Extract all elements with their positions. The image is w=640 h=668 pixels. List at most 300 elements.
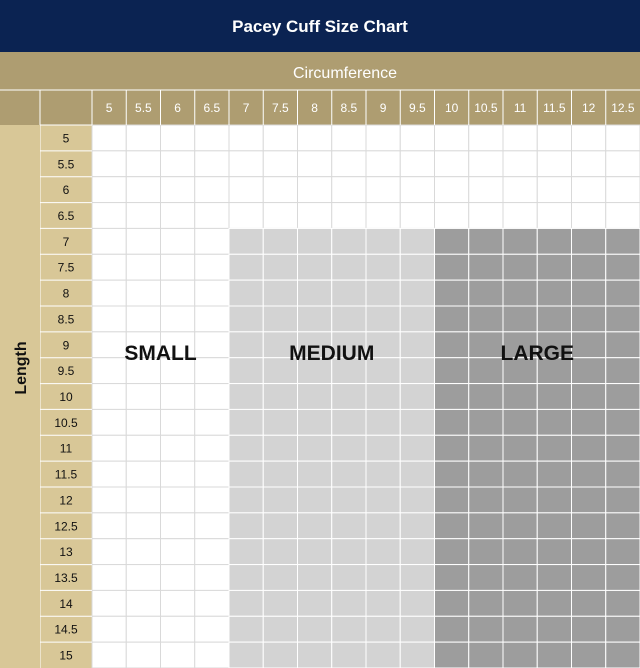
table-cell bbox=[195, 384, 229, 410]
table-cell bbox=[161, 306, 195, 332]
table-cell bbox=[298, 254, 332, 280]
table-cell bbox=[366, 539, 400, 565]
table-cell bbox=[263, 203, 297, 229]
table-cell bbox=[126, 228, 160, 254]
table-cell bbox=[332, 228, 366, 254]
table-cell bbox=[263, 539, 297, 565]
table-cell bbox=[298, 177, 332, 203]
table-cell bbox=[195, 409, 229, 435]
table-cell bbox=[195, 435, 229, 461]
table-cell bbox=[400, 125, 434, 151]
table-cell bbox=[161, 513, 195, 539]
y-tick-label: 15 bbox=[59, 648, 73, 663]
table-cell bbox=[435, 513, 469, 539]
y-tick-label: 9.5 bbox=[57, 364, 75, 379]
y-tick-label: 10.5 bbox=[54, 415, 78, 430]
table-cell bbox=[229, 513, 263, 539]
table-cell bbox=[126, 254, 160, 280]
region-label: LARGE bbox=[500, 342, 574, 365]
table-cell bbox=[435, 177, 469, 203]
table-cell bbox=[400, 539, 434, 565]
region-labels bbox=[124, 342, 574, 365]
table-cell bbox=[606, 513, 640, 539]
table-cell bbox=[572, 435, 606, 461]
table-cell bbox=[229, 539, 263, 565]
table-cell bbox=[92, 565, 126, 591]
table-cell bbox=[435, 487, 469, 513]
table-cell bbox=[435, 461, 469, 487]
table-cell bbox=[537, 254, 571, 280]
table-cell bbox=[161, 254, 195, 280]
table-cell bbox=[92, 254, 126, 280]
table-cell bbox=[92, 177, 126, 203]
table-cell bbox=[572, 358, 606, 384]
table-cell bbox=[503, 642, 537, 668]
table-cell bbox=[92, 203, 126, 229]
table-cell bbox=[126, 306, 160, 332]
table-cell bbox=[92, 306, 126, 332]
table-cell bbox=[537, 177, 571, 203]
x-tick-label: 9.5 bbox=[409, 101, 426, 115]
table-cell bbox=[366, 409, 400, 435]
table-cell bbox=[161, 125, 195, 151]
table-cell bbox=[332, 409, 366, 435]
table-cell bbox=[298, 435, 332, 461]
table-cell bbox=[332, 125, 366, 151]
table-cell bbox=[469, 513, 503, 539]
table-cell bbox=[229, 461, 263, 487]
table-cell bbox=[400, 616, 434, 642]
y-tick-label: 5 bbox=[62, 131, 70, 146]
table-cell bbox=[366, 590, 400, 616]
region-label: MEDIUM bbox=[289, 342, 375, 365]
table-cell bbox=[400, 590, 434, 616]
table-cell bbox=[606, 616, 640, 642]
table-cell bbox=[263, 254, 297, 280]
table-cell bbox=[435, 539, 469, 565]
table-cell bbox=[400, 487, 434, 513]
table-cell bbox=[298, 306, 332, 332]
table-cell bbox=[161, 565, 195, 591]
table-cell bbox=[298, 409, 332, 435]
table-cell bbox=[298, 642, 332, 668]
table-cell bbox=[435, 384, 469, 410]
y-tick-label: 6.5 bbox=[57, 209, 75, 223]
table-cell bbox=[503, 280, 537, 306]
table-cell bbox=[606, 590, 640, 616]
table-cell bbox=[503, 151, 537, 177]
table-cell bbox=[332, 539, 366, 565]
table-cell bbox=[537, 590, 571, 616]
circumference-label: Circumference bbox=[292, 65, 398, 82]
table-cell bbox=[229, 177, 263, 203]
table-cell bbox=[263, 642, 297, 668]
table-cell bbox=[366, 177, 400, 203]
table-cell bbox=[263, 125, 297, 151]
table-cell bbox=[400, 565, 434, 591]
table-cell bbox=[537, 461, 571, 487]
y-tick-label: 14.5 bbox=[54, 622, 78, 637]
x-tick-label: 8 bbox=[311, 101, 318, 115]
table-cell bbox=[537, 409, 571, 435]
table-cell bbox=[537, 203, 571, 229]
table-cell bbox=[503, 384, 537, 410]
table-cell bbox=[469, 565, 503, 591]
table-cell bbox=[606, 539, 640, 565]
table-cell bbox=[503, 616, 537, 642]
table-cell bbox=[298, 280, 332, 306]
table-cell bbox=[503, 487, 537, 513]
table-cell bbox=[332, 642, 366, 668]
table-cell bbox=[332, 513, 366, 539]
table-cell bbox=[161, 203, 195, 229]
table-cell bbox=[537, 565, 571, 591]
table-cell bbox=[161, 435, 195, 461]
length-axis-bar bbox=[0, 125, 40, 668]
y-tick-label: 6 bbox=[62, 183, 70, 198]
table-cell bbox=[366, 203, 400, 229]
table-cell bbox=[298, 461, 332, 487]
table-cell bbox=[229, 565, 263, 591]
y-tick-label: 11.5 bbox=[54, 467, 78, 482]
table-cell bbox=[537, 539, 571, 565]
x-tick-label: 12.5 bbox=[611, 101, 635, 115]
table-cell bbox=[229, 616, 263, 642]
table-cell bbox=[606, 254, 640, 280]
table-cell bbox=[126, 616, 160, 642]
table-cell bbox=[435, 203, 469, 229]
table-cell bbox=[435, 590, 469, 616]
table-cell bbox=[332, 565, 366, 591]
table-cell bbox=[195, 358, 229, 384]
x-tick-label: 6 bbox=[174, 101, 181, 115]
table-cell bbox=[572, 539, 606, 565]
table-cell bbox=[366, 642, 400, 668]
table-cell bbox=[263, 616, 297, 642]
table-cell bbox=[366, 306, 400, 332]
table-cell bbox=[195, 461, 229, 487]
table-cell bbox=[469, 177, 503, 203]
table-cell bbox=[435, 228, 469, 254]
y-tick-label: 14 bbox=[59, 596, 73, 611]
table-cell bbox=[503, 590, 537, 616]
table-cell bbox=[537, 435, 571, 461]
table-cell bbox=[572, 487, 606, 513]
table-cell bbox=[126, 435, 160, 461]
table-cell bbox=[126, 177, 160, 203]
table-cell bbox=[503, 513, 537, 539]
table-cell bbox=[469, 642, 503, 668]
table-cell bbox=[469, 228, 503, 254]
table-cell bbox=[572, 125, 606, 151]
table-cell bbox=[195, 151, 229, 177]
y-tick-label: 12.5 bbox=[54, 519, 78, 534]
table-cell bbox=[469, 539, 503, 565]
table-cell bbox=[229, 280, 263, 306]
table-cell bbox=[195, 254, 229, 280]
table-cell bbox=[503, 539, 537, 565]
table-cell bbox=[606, 125, 640, 151]
table-cell bbox=[332, 306, 366, 332]
table-cell bbox=[298, 513, 332, 539]
table-cell bbox=[195, 539, 229, 565]
table-cell bbox=[298, 203, 332, 229]
table-cell bbox=[572, 151, 606, 177]
table-cell bbox=[400, 203, 434, 229]
table-cell bbox=[469, 409, 503, 435]
table-cell bbox=[332, 280, 366, 306]
x-tick-label: 6.5 bbox=[203, 101, 221, 115]
x-tick-label: 10.5 bbox=[474, 101, 498, 115]
y-tick-label: 11 bbox=[59, 441, 73, 456]
table-cell bbox=[126, 409, 160, 435]
table-cell bbox=[366, 254, 400, 280]
table-cell bbox=[298, 539, 332, 565]
table-cell bbox=[469, 487, 503, 513]
table-cell bbox=[92, 228, 126, 254]
table-cell bbox=[537, 228, 571, 254]
table-cell bbox=[572, 513, 606, 539]
table-cell bbox=[263, 280, 297, 306]
table-cell bbox=[332, 384, 366, 410]
table-cell bbox=[126, 565, 160, 591]
table-cell bbox=[195, 203, 229, 229]
y-tick-label: 8 bbox=[62, 286, 70, 301]
table-cell bbox=[126, 384, 160, 410]
table-cell bbox=[572, 203, 606, 229]
table-cell bbox=[161, 384, 195, 410]
table-cell bbox=[606, 280, 640, 306]
table-cell bbox=[332, 151, 366, 177]
x-tick-label: 5 bbox=[105, 101, 113, 115]
table-cell bbox=[469, 125, 503, 151]
table-cell bbox=[400, 461, 434, 487]
table-cell bbox=[126, 487, 160, 513]
table-cell bbox=[572, 409, 606, 435]
table-cell bbox=[161, 177, 195, 203]
table-cell bbox=[400, 254, 434, 280]
table-cell bbox=[606, 565, 640, 591]
table-cell bbox=[229, 435, 263, 461]
table-cell bbox=[92, 384, 126, 410]
table-cell bbox=[195, 513, 229, 539]
table-cell bbox=[435, 409, 469, 435]
table-cell bbox=[435, 125, 469, 151]
table-cell bbox=[195, 125, 229, 151]
table-cell bbox=[195, 306, 229, 332]
table-cell bbox=[572, 280, 606, 306]
table-cell bbox=[435, 642, 469, 668]
table-cell bbox=[572, 254, 606, 280]
table-cell bbox=[606, 306, 640, 332]
table-cell bbox=[229, 254, 263, 280]
table-cell bbox=[606, 177, 640, 203]
table-cell bbox=[195, 332, 229, 358]
table-cell bbox=[126, 513, 160, 539]
table-cell bbox=[195, 280, 229, 306]
table-cell bbox=[92, 280, 126, 306]
table-cell bbox=[503, 203, 537, 229]
region-label: SMALL bbox=[124, 342, 197, 365]
table-cell bbox=[298, 151, 332, 177]
table-cell bbox=[126, 151, 160, 177]
y-tick-label: 8.5 bbox=[57, 312, 75, 327]
table-cell bbox=[572, 177, 606, 203]
table-cell bbox=[92, 642, 126, 668]
table-cell bbox=[92, 539, 126, 565]
table-cell bbox=[332, 177, 366, 203]
table-cell bbox=[537, 642, 571, 668]
table-cell bbox=[469, 203, 503, 229]
table-cell bbox=[263, 487, 297, 513]
table-cell bbox=[229, 306, 263, 332]
table-cell bbox=[469, 384, 503, 410]
table-cell bbox=[263, 409, 297, 435]
table-cell bbox=[572, 642, 606, 668]
table-cell bbox=[469, 358, 503, 384]
table-cell bbox=[366, 280, 400, 306]
table-cell bbox=[537, 125, 571, 151]
table-cell bbox=[298, 384, 332, 410]
table-cell bbox=[572, 616, 606, 642]
table-cell bbox=[435, 306, 469, 332]
y-tick-label: 12 bbox=[59, 493, 73, 508]
table-cell bbox=[435, 358, 469, 384]
table-cell bbox=[161, 487, 195, 513]
table-cell bbox=[161, 590, 195, 616]
table-cell bbox=[126, 280, 160, 306]
table-cell bbox=[298, 487, 332, 513]
table-cell bbox=[572, 228, 606, 254]
table-cell bbox=[537, 616, 571, 642]
table-cell bbox=[366, 151, 400, 177]
table-cell bbox=[503, 461, 537, 487]
table-cell bbox=[435, 565, 469, 591]
table-cell bbox=[298, 228, 332, 254]
table-cell bbox=[161, 616, 195, 642]
table-cell bbox=[161, 409, 195, 435]
table-cell bbox=[606, 203, 640, 229]
table-cell bbox=[263, 435, 297, 461]
table-cell bbox=[195, 177, 229, 203]
y-tick-label: 13 bbox=[59, 545, 73, 560]
table-cell bbox=[400, 384, 434, 410]
table-cell bbox=[161, 642, 195, 668]
table-cell bbox=[161, 461, 195, 487]
x-tick-label: 12 bbox=[581, 101, 596, 115]
table-cell bbox=[400, 332, 434, 358]
table-cell bbox=[92, 125, 126, 151]
table-cell bbox=[263, 306, 297, 332]
table-cell bbox=[606, 435, 640, 461]
table-cell bbox=[469, 435, 503, 461]
table-cell bbox=[503, 125, 537, 151]
table-cell bbox=[366, 384, 400, 410]
table-cell bbox=[400, 228, 434, 254]
table-cell bbox=[229, 332, 263, 358]
table-cell bbox=[298, 565, 332, 591]
table-cell bbox=[195, 228, 229, 254]
length-label: Length bbox=[13, 341, 30, 395]
table-cell bbox=[263, 177, 297, 203]
x-tick-label: 11.5 bbox=[543, 101, 566, 115]
table-cell bbox=[263, 151, 297, 177]
table-cell bbox=[572, 461, 606, 487]
table-cell bbox=[366, 565, 400, 591]
table-cell bbox=[298, 125, 332, 151]
table-cell bbox=[435, 151, 469, 177]
table-cell bbox=[400, 306, 434, 332]
table-cell bbox=[469, 590, 503, 616]
table-cell bbox=[92, 616, 126, 642]
table-cell bbox=[92, 513, 126, 539]
table-cell bbox=[92, 358, 126, 384]
table-cell bbox=[366, 461, 400, 487]
table-cell bbox=[606, 358, 640, 384]
table-cell bbox=[606, 461, 640, 487]
table-cell bbox=[572, 306, 606, 332]
x-tick-label: 8.5 bbox=[340, 101, 358, 115]
table-cell bbox=[332, 435, 366, 461]
y-tick-label: 5.5 bbox=[57, 157, 75, 172]
table-cell bbox=[469, 332, 503, 358]
table-cell bbox=[503, 409, 537, 435]
table-cell bbox=[332, 254, 366, 280]
table-cell bbox=[572, 384, 606, 410]
table-cell bbox=[469, 616, 503, 642]
table-cell bbox=[332, 461, 366, 487]
table-cell bbox=[400, 435, 434, 461]
table-cell bbox=[469, 280, 503, 306]
table-cell bbox=[126, 461, 160, 487]
table-cell bbox=[195, 565, 229, 591]
y-tick-label: 9 bbox=[62, 338, 70, 353]
table-cell bbox=[126, 203, 160, 229]
chart-title: Pacey Cuff Size Chart bbox=[232, 17, 408, 36]
table-cell bbox=[400, 177, 434, 203]
table-cell bbox=[537, 151, 571, 177]
x-tick-label: 7 bbox=[242, 101, 250, 115]
table-cell bbox=[606, 642, 640, 668]
table-cell bbox=[572, 332, 606, 358]
table-cell bbox=[161, 151, 195, 177]
table-cell bbox=[435, 616, 469, 642]
table-cell bbox=[92, 332, 126, 358]
x-tick-label: 9 bbox=[379, 101, 387, 115]
table-cell bbox=[195, 590, 229, 616]
x-tick-label: 7.5 bbox=[272, 101, 289, 115]
table-cell bbox=[263, 228, 297, 254]
table-cell bbox=[195, 487, 229, 513]
table-cell bbox=[606, 487, 640, 513]
table-cell bbox=[298, 616, 332, 642]
table-cell bbox=[606, 332, 640, 358]
table-cell bbox=[92, 590, 126, 616]
table-cell bbox=[503, 177, 537, 203]
x-tick-label: 10 bbox=[444, 101, 459, 115]
table-cell bbox=[92, 487, 126, 513]
table-cell bbox=[126, 539, 160, 565]
table-cell bbox=[195, 642, 229, 668]
x-tick-label: 5.5 bbox=[135, 101, 152, 115]
table-cell bbox=[503, 435, 537, 461]
table-cell bbox=[229, 409, 263, 435]
table-cell bbox=[400, 513, 434, 539]
table-cell bbox=[229, 487, 263, 513]
table-cell bbox=[332, 590, 366, 616]
cell-grid bbox=[0, 90, 640, 668]
table-cell bbox=[537, 513, 571, 539]
